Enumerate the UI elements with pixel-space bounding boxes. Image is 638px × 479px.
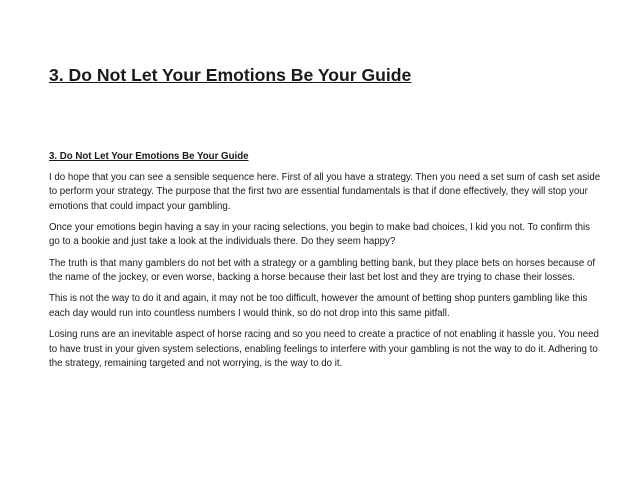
article-heading: 3. Do Not Let Your Emotions Be Your Guide	[49, 151, 249, 162]
slide-title: 3. Do Not Let Your Emotions Be Your Guide	[49, 65, 412, 85]
paragraph-2: Once your emotions begin having a say in your racing selections, you begin to make bad choices, I kid you not. To confirm this go to a bookie and just take a look at the individuals there. Do they seem happy?	[49, 221, 590, 248]
article-body	[49, 150, 601, 378]
paragraph-5: Losing runs are an inevitable aspect of horse racing and so you need to create a practice of not enabling it hassle you. You need to have trust in your given system selections, enabling feelings to interfere with your gambling is not the way to do it. Adhering to the strategy, remaining targeted and not worrying, is the way to do it.	[49, 328, 599, 370]
paragraph-4: This is not the way to do it and again, it may not be too difficult, however the amount of betting shop punters gambling like this each day would run into countless numbers I would think, so do not drop into this same pitfall.	[49, 293, 588, 319]
paragraph-1: I do hope that you can see a sensible sequence here. First of all you have a strategy. Then you need a set sum of cash set aside to perform your strategy. The purpose that the first two are essential fundamentals is that if done effectively, they will stop your emotions that could impact your gambling.	[49, 171, 601, 212]
paragraph-3: The truth is that many gamblers do not bet with a strategy or a gambling betting bank, but they place bets on horses because of the name of the jockey, or even worse, backing a horse because their last bet lost and they are trying to chase their losses.	[49, 257, 596, 284]
